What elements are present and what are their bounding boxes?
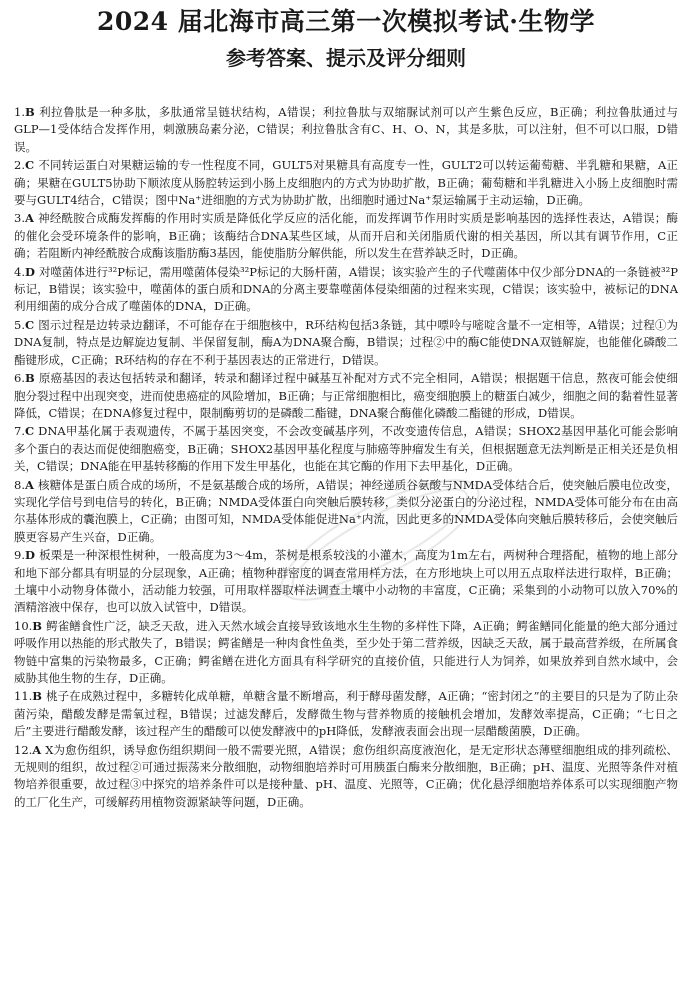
list-item	[14, 742, 678, 812]
item-explanation: 核糖体是蛋白质合成的场所，不是氨基酸合成的场所，A错误；神经递质谷氨酸与NMDA受体结合后，使突触后膜电位改变，实现化学信号到电信号的转化，B正确；NMDA受体蛋白向突触后膜转移，类似分泌蛋白的分泌过程，NMDA受体可能分布在由高尔基体形成的囊泡膜上，C正确；由图可知，NMDA受体能促进Na⁺内流，因此更多的NMDA受体向突触后膜转移后，会使突触后膜更容易产生兴奋，D正确。	[14, 477, 678, 544]
item-answer: B	[32, 618, 43, 633]
item-answer: C	[24, 424, 35, 439]
list-item	[14, 264, 678, 316]
item-answer: B	[24, 105, 35, 119]
item-number: 2.	[14, 158, 25, 173]
list-item	[14, 618, 678, 688]
item-number: 4.	[14, 264, 25, 279]
page-title: 2024 届北海市高三第一次模拟考试·生物学	[97, 7, 595, 36]
item-explanation: DNA甲基化属于表观遗传，不属于基因突变，不会改变碱基序列，不改变遗传信息，A错误；SHOX2基因甲基化可能会影响多个蛋白的表达而促使细胞癌变，B正确；SHOX2基因甲基化程度与肺癌等肿瘤发生有关，但根据题意无法判断是正相关还是负相关，C错误；DNA能在甲基转移酶的作用下发生甲基化，也能在其它酶的作用下去甲基化，D正确。	[14, 424, 678, 474]
item-answer: A	[24, 211, 34, 226]
item-explanation: 利拉鲁肽是一种多肽，多肽通常呈链状结构，A错误；利拉鲁肽与双缩脲试剂可以产生紫色反应，B正确；利拉鲁肽通过与GLP—1受体结合发挥作用，刺激胰岛素分泌，C错误；利拉鲁肽含有C、H、O、N，其是多肽，可以注射，但不可以口服，D错误。	[14, 105, 678, 154]
page-subtitle: 参考答案、提示及评分细则	[226, 46, 466, 70]
list-item	[14, 423, 678, 475]
list-item	[14, 370, 678, 422]
item-number: 9.	[14, 548, 25, 563]
item-explanation: 对噬菌体进行³²P标记，需用噬菌体侵染³²P标记的大肠杆菌，A错误；该实验产生的子代噬菌体中仅少部分DNA的一条链被³²P标记，B错误；该实验中，噬菌体的蛋白质和DNA的分离主要靠噬菌体侵染细菌的过程来实现，C错误；该实验中，被标记的DNA利用细菌的成分合成了噬菌体的DNA，D正确。	[14, 264, 678, 314]
item-explanation: 鳄雀鳝食性广泛，缺乏天敌，进入天然水域会直接导致该地水生生物的多样性下降，A正确；鳄雀鳝同化能量的绝大部分通过呼吸作用以热能的形式散失了，B错误；鳄雀鳝是一种肉食性鱼类，至少处于第二营养级，因缺乏天敌，属于最高营养级，在所属食物链中富集的污染物最多，C正确；鳄雀鳝在进化方面具有科学研究的直接价值，只能进行人为饲养，如果放养到自然水域中，会威胁其他生物的生存，D正确。	[14, 618, 678, 685]
item-explanation: 图示过程是边转录边翻译，不可能存在于细胞核中，R环结构包括3条链，其中嘌呤与嘧啶含量不一定相等，A错误；过程①为DNA复制，特点是边解旋边复制、半保留复制，酶A为DNA聚合酶，B错误；过程②中的酶C能使DNA双链解旋，也能催化磷酸二酯键形成，C正确；R环结构的存在不利于基因表达的正常进行，D错误。	[14, 317, 678, 367]
item-answer: C	[24, 317, 35, 332]
item-explanation: 不同转运蛋白对果糖运输的专一性程度不同，GULT5对果糖具有高度专一性，GULT2可以转运葡萄糖、半乳糖和果糖，A正确；果糖在GULT5协助下顺浓度从肠腔转运到小肠上皮细胞内的方式为协助扩散，B正确；葡萄糖和半乳糖进入小肠上皮细胞时需要与GULT4结合，C错误；图中Na⁺进细胞的方式为协助扩散，出细胞时通过Na⁺泵运输属于主动运输，D正确。	[14, 158, 678, 208]
item-number: 1.	[14, 105, 25, 119]
list-item	[14, 210, 678, 262]
item-explanation: 板栗是一种深根性树种，一般高度为3～4m，茶树是根系较浅的小灌木，高度为1m左右，两树种合理搭配，植物的地上部分和地下部分都具有明显的分层现象，A正确；植物种群密度的调查常用样方法，在方形地块上可以用五点取样法进行取样，B正确；土壤中小动物身体微小，活动能力较强，可用取样器取样法调查土壤中小动物的丰富度，C正确；采集到的小动物可以放入70%的酒精溶液中保存，也可以放入试管中，D错误。	[14, 548, 678, 615]
item-number: 11.	[14, 689, 33, 704]
item-answer: B	[32, 689, 43, 704]
list-item	[14, 688, 678, 740]
list-item	[14, 317, 678, 369]
item-answer: D	[24, 264, 35, 279]
item-explanation: 神经酰胺合成酶发挥酶的作用时实质是降低化学反应的活化能，而发挥调节作用时实质是影响基因的选择性表达，A错误；酶的催化会受环境条件的影响，B正确；该酶结合DNA某些区域，从而开启和关闭脂质代谢的相关基因，所以其有调节作用，C正确；若阻断内神经酰胺合成酶该脂肪酶3基因，能使脂肪分解供能，所以发生在营养缺乏时，D正确。	[14, 211, 678, 261]
item-number: 3.	[14, 211, 25, 226]
item-answer: C	[24, 158, 35, 173]
item-explanation: X为愈伤组织，诱导愈伤组织期间一般不需要光照，A错误；愈伤组织高度液泡化，是无定形状态薄壁细胞组成的排列疏松、无规则的组织，故过程②可通过振荡来分散细胞，动物细胞培养时可用胰蛋白酶来分散细胞，B正确；pH、温度、光照等条件对植物培养很重要，故过程③中探究的培养条件可以是接种量、pH、温度、光照等，C正确；优化悬浮细胞培养体系可以实现细胞产物的工厂化生产，可缓解药用植物资源紧缺等问题，D正确。	[14, 742, 678, 809]
item-answer: D	[24, 548, 35, 563]
item-explanation: 桃子在成熟过程中，多糖转化成单糖，单糖含量不断增高，利于酵母菌发酵，A正确；“密封闭之”的主要目的只是为了防止杂菌污染，醋酸发酵是需氧过程，B错误；过滤发酵后，发酵微生物与营养物质的接触机会增加，发酵效率提高，C正确；“七日之后”主要进行醋酸发酵，该过程产生的醋酸可以使发酵液中的pH降低，发酵液表面会出现一层醋酸菌膜，D正确。	[14, 689, 678, 739]
list-item	[14, 477, 678, 547]
item-answer: A	[32, 742, 42, 757]
answer-list	[14, 104, 678, 812]
item-number: 7.	[14, 424, 25, 439]
item-answer: A	[24, 477, 34, 492]
item-number: 10.	[14, 618, 33, 633]
item-number: 8.	[14, 477, 25, 492]
item-explanation: 原癌基因的表达包括转录和翻译，转录和翻译过程中碱基互补配对方式不完全相同，A错误；根据题干信息，熬夜可能会使细胞分裂过程中出现突变，进而使患癌症的风险增加，B正确；与正常细胞相比，癌变细胞膜上的糖蛋白减少，细胞之间的黏着性显著降低，C错误；在DNA修复过程中，限制酶剪切的是磷酸二酯键，DNA聚合酶催化磷酸二酯键的形成，D错误。	[14, 371, 678, 420]
item-number: 12.	[14, 742, 33, 757]
list-item	[14, 547, 678, 617]
list-item	[14, 104, 678, 156]
list-item	[14, 157, 678, 209]
item-number: 6.	[14, 371, 25, 386]
item-answer: B	[24, 371, 35, 386]
item-number: 5.	[14, 317, 25, 332]
